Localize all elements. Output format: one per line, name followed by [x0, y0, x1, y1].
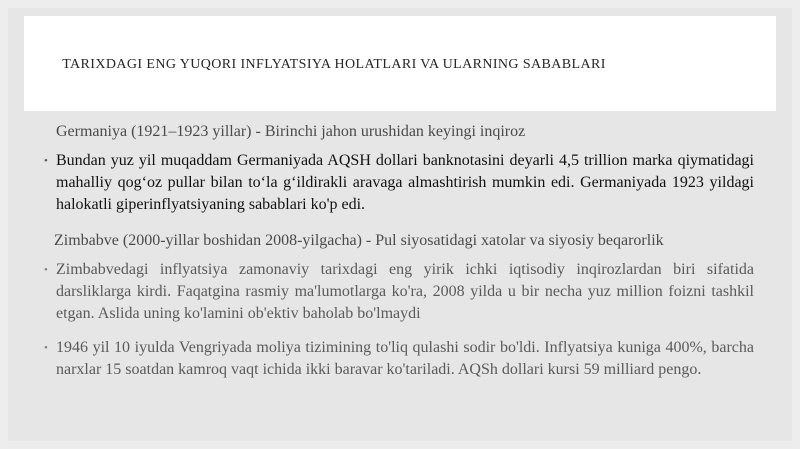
slide — [8, 8, 792, 441]
bullet-dot: • — [44, 264, 48, 276]
bullet-text: Zimbabvedagi inflyatsiya zamonaviy tarixdagi eng yirik ichki iqtisodiy inqirozlardan biri sifatida darsliklarga kirdi. Faqatgina rasmiy ma'lumotlarga ko'ra, 2008 yilda u bir necha yuz million foizni tashkil etgan. Aslida uning ko'lamini ob'ektiv baholab bo'lmaydi — [56, 261, 754, 322]
bullet-dot: • — [44, 155, 48, 167]
section-heading-germany: Germaniya (1921–1923 yillar) - Birinchi jahon urushidan keyingi inqiroz — [56, 123, 526, 140]
slide-title: TARIXDAGI ENG YUQORI INFLYATSIYA HOLATLARI VA ULARNING SABABLARI — [62, 57, 606, 72]
bullet-text: Bundan yuz yil muqaddam Germaniyada AQSH dollari banknotasini deyarli 4,5 trillion marka qiymatidagi mahalliy qog‘oz pullar bilan to‘la g‘ildirakli aravaga almashtirish mumkin edi. Germaniyada 1923 yildagi halokatli giperinflyatsiyaning sabablari ko'p edi. — [56, 152, 754, 213]
bullet-germany — [44, 150, 754, 216]
bullet-zimbabwe — [44, 259, 754, 325]
slide-content — [8, 8, 792, 441]
section-heading-zimbabwe: Zimbabve (2000-yillar boshidan 2008-yilgacha) - Pul siyosatidagi xatolar va siyosiy beqarorlik — [54, 232, 664, 249]
bullet-dot: • — [44, 342, 48, 354]
bullet-text: 1946 yil 10 iyulda Vengriyada moliya tizimining to'liq qulashi sodir bo'ldi. Inflyatsiya kuniga 400%, barcha narxlar 15 soatdan kamroq vaqt ichida ikki baravar ko'tariladi. AQSh dollari kursi 59 milliard pengo. — [56, 339, 754, 378]
bullet-hungary — [44, 337, 754, 381]
